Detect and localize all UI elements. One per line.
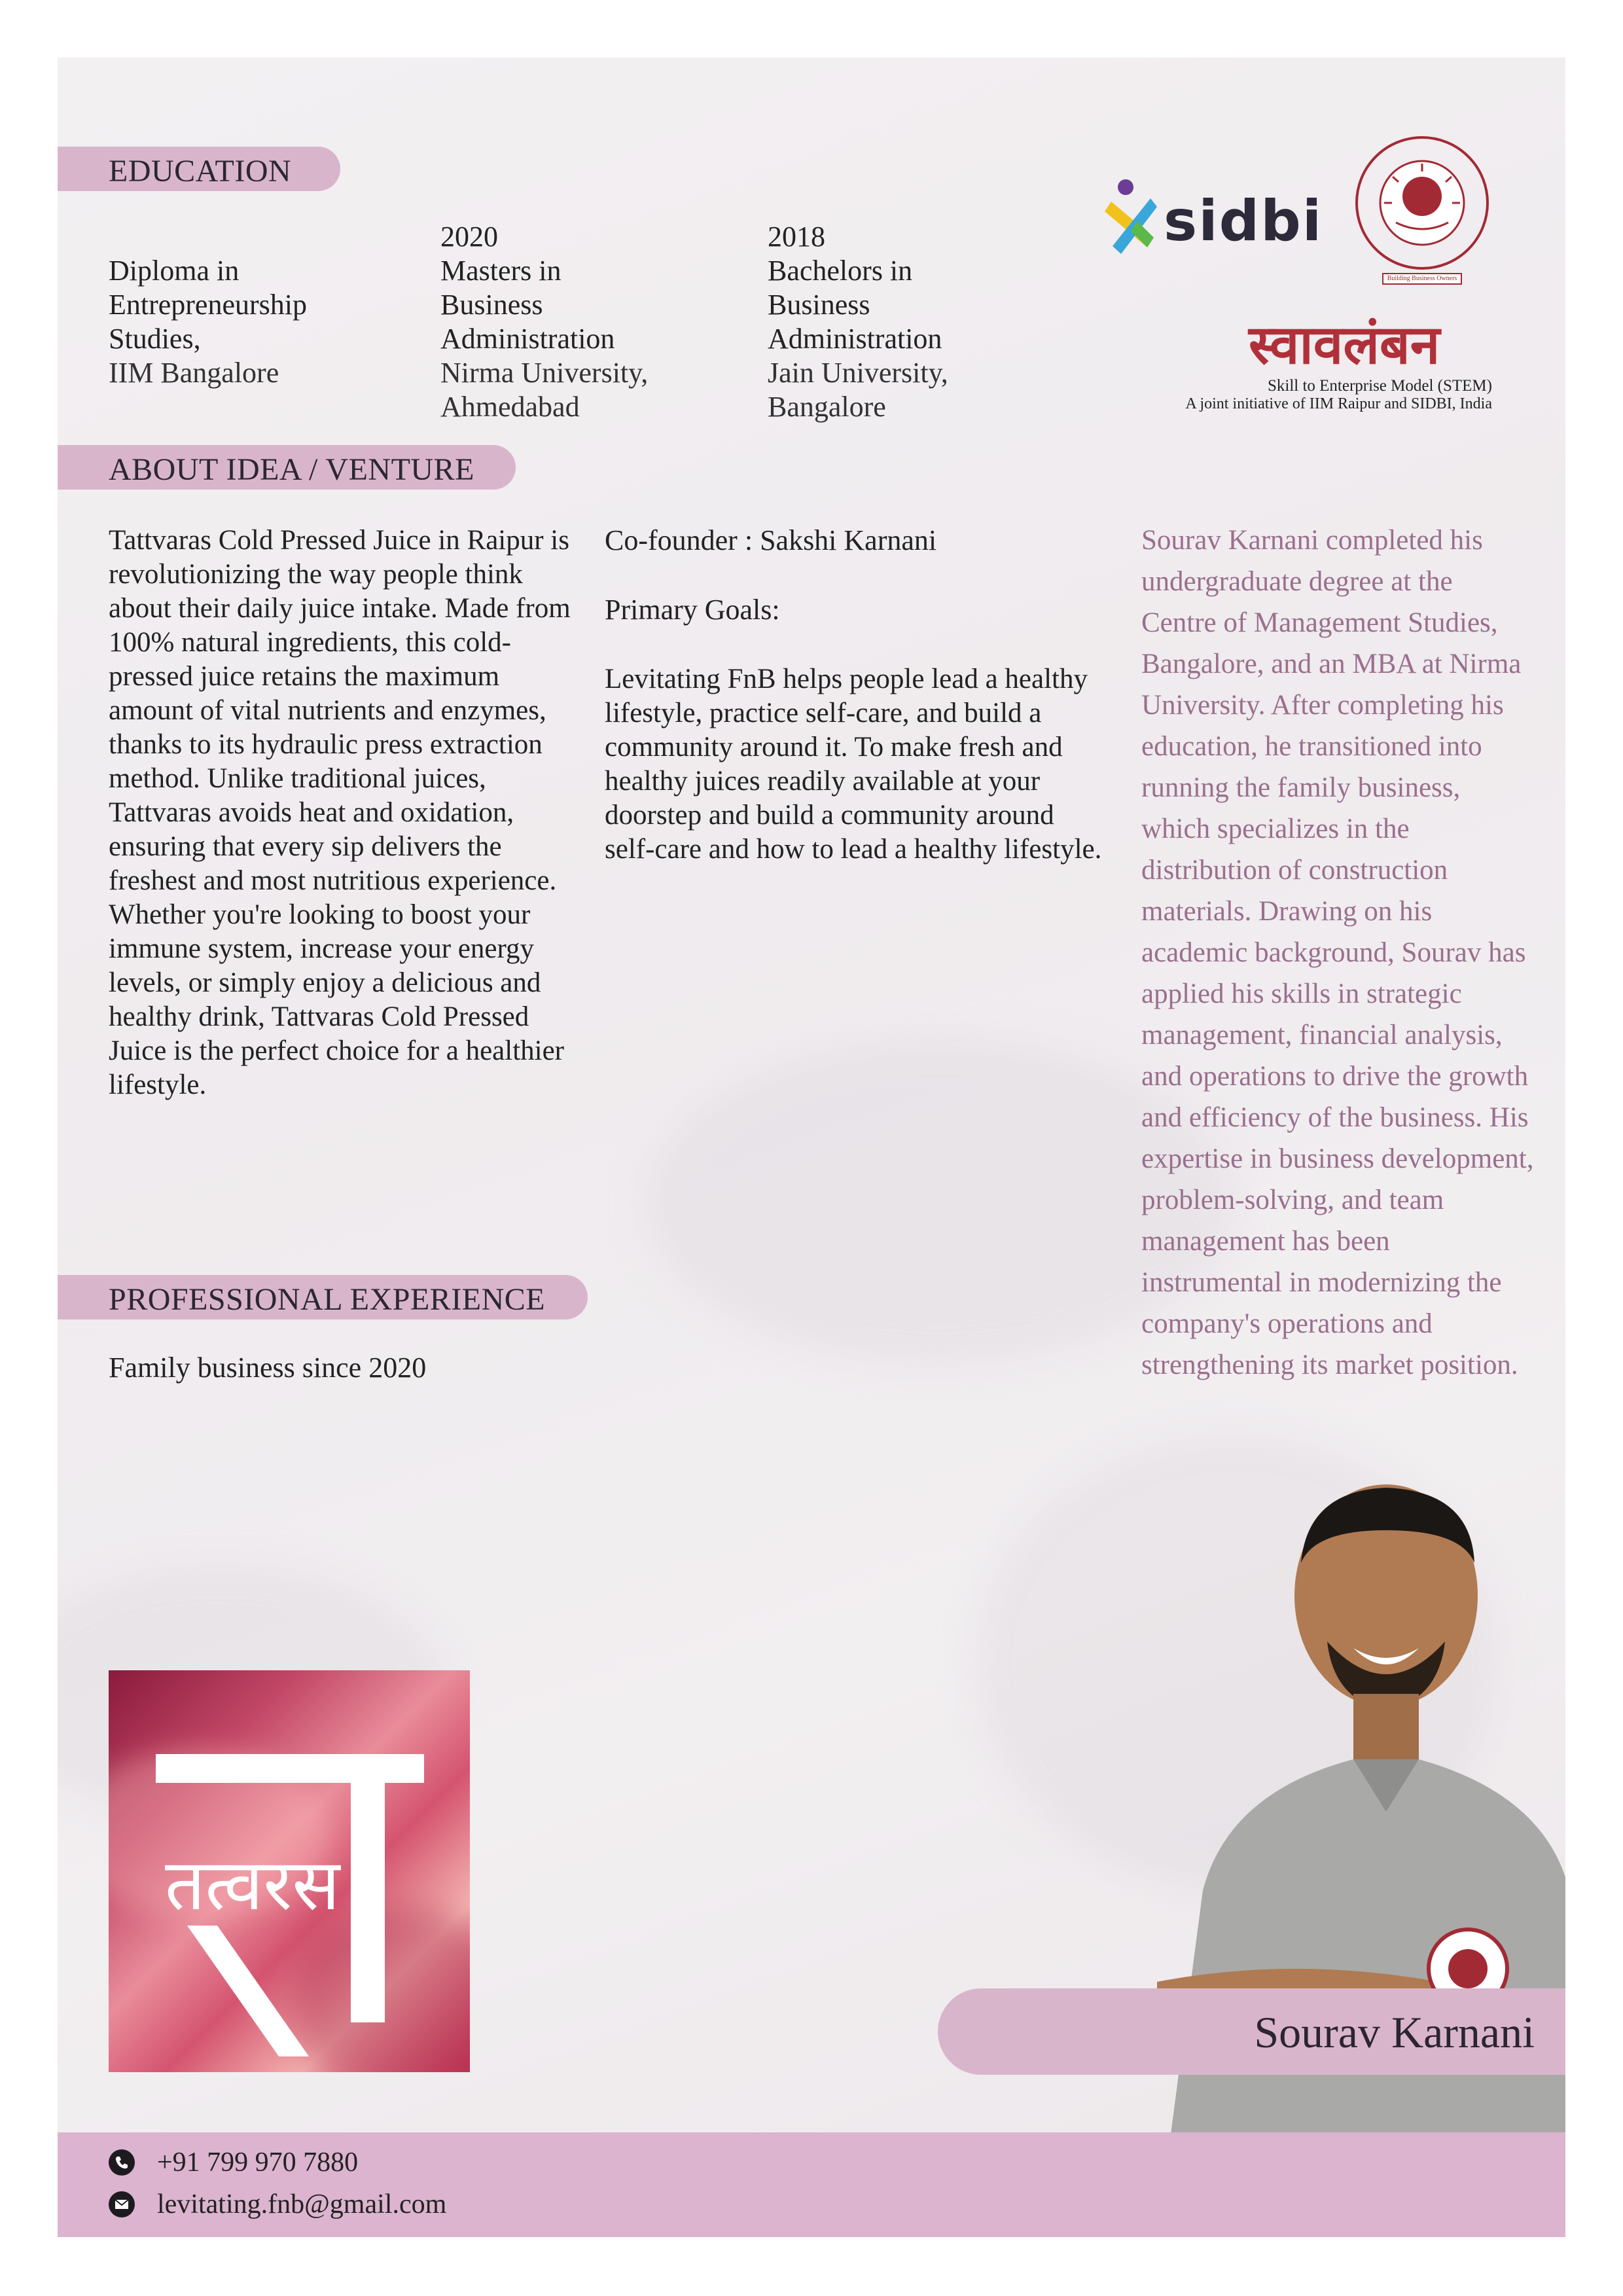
- education-item-bachelors: 2018 Bachelors in Business Administration Jain University, Bangalore: [768, 221, 948, 423]
- phone-icon: [109, 2149, 135, 2176]
- cofounder-line: Co-founder : Sakshi Karnani: [605, 524, 937, 556]
- email-row: [109, 2189, 446, 2220]
- tattvaras-logo-text: तत्वरस: [165, 1844, 340, 1926]
- profile-sheet: [58, 58, 1565, 2237]
- stem-tagline: Skill to Enterprise Model (STEM): [1267, 377, 1492, 395]
- sidbi-logo: sidbi: [1098, 175, 1314, 267]
- education-heading: EDUCATION: [109, 154, 292, 188]
- person-name: Sourav Karnani: [1254, 2007, 1535, 2057]
- primary-goals-label: Primary Goals:: [605, 594, 780, 626]
- sidbi-mark-icon: [1098, 175, 1164, 260]
- bio-text: Sourav Karnani completed his undergraduate degree at the Centre of Management Studies, Bangalore, and an MBA at Nirma University. After completing his education, he transitioned into running the family business, which specializes in the distribution of construction materials. Drawing on his academic background, Sourav has applied his skills in strategic management, financial analysis, and operations to drive the growth and efficiency of the business. His expertise in business development, problem-solving, and team management has been instrumental in modernizing the company's operations and strengthening its market position.: [1141, 525, 1534, 1380]
- tattvaras-logo: [109, 1670, 470, 2072]
- experience-heading: PROFESSIONAL EXPERIENCE: [109, 1282, 546, 1317]
- email-icon: [109, 2191, 135, 2217]
- education-item-diploma: Diploma in Entrepreneurship Studies, IIM Bangalore: [109, 255, 307, 389]
- phone-link[interactable]: +91 799 970 7880: [157, 2147, 359, 2178]
- name-banner: [938, 1988, 1565, 2075]
- contact-footer: [58, 2132, 1565, 2237]
- primary-goals-text: Levitating FnB helps people lead a healthy lifestyle, practice self-care, and build a community around it. To make fresh and healthy juices readily available at your doorstep and build a community around self-care and how to lead a healthy lifestyle.: [605, 664, 1102, 865]
- about-heading: ABOUT IDEA / VENTURE: [109, 452, 474, 487]
- about-text: Tattvaras Cold Pressed Juice in Raipur is revolutionizing the way people think about their daily juice intake. Made from 100% natural ingredients, this cold-pressed juice retains the maximum amount of vital nutrients and enzymes, thanks to its hydraulic press extraction method. Unlike traditional juices, Tattvaras avoids heat and oxidation, ensuring that every sip delivers the freshest and most nutritious experience. Whether you're looking to boost your immune system, increase your energy levels, or simply enjoy a delicious and healthy drink, Tattvaras Cold Pressed Juice is the perfect choice for a healthier lifestyle.: [109, 525, 571, 1100]
- stem-subtagline: A joint initiative of IIM Raipur and SIDBI, India: [1185, 395, 1492, 412]
- swavalamban-logo: स्वावलंबन: [1249, 314, 1440, 376]
- phone-row: [109, 2147, 358, 2178]
- education-item-masters: 2020 Masters in Business Administration Nirma University, Ahmedabad: [440, 221, 649, 423]
- experience-text: Family business since 2020: [109, 1352, 427, 1384]
- email-link[interactable]: levitating.fnb@gmail.com: [157, 2189, 447, 2219]
- iim-raipur-logo: Building Business Owners: [1344, 131, 1501, 295]
